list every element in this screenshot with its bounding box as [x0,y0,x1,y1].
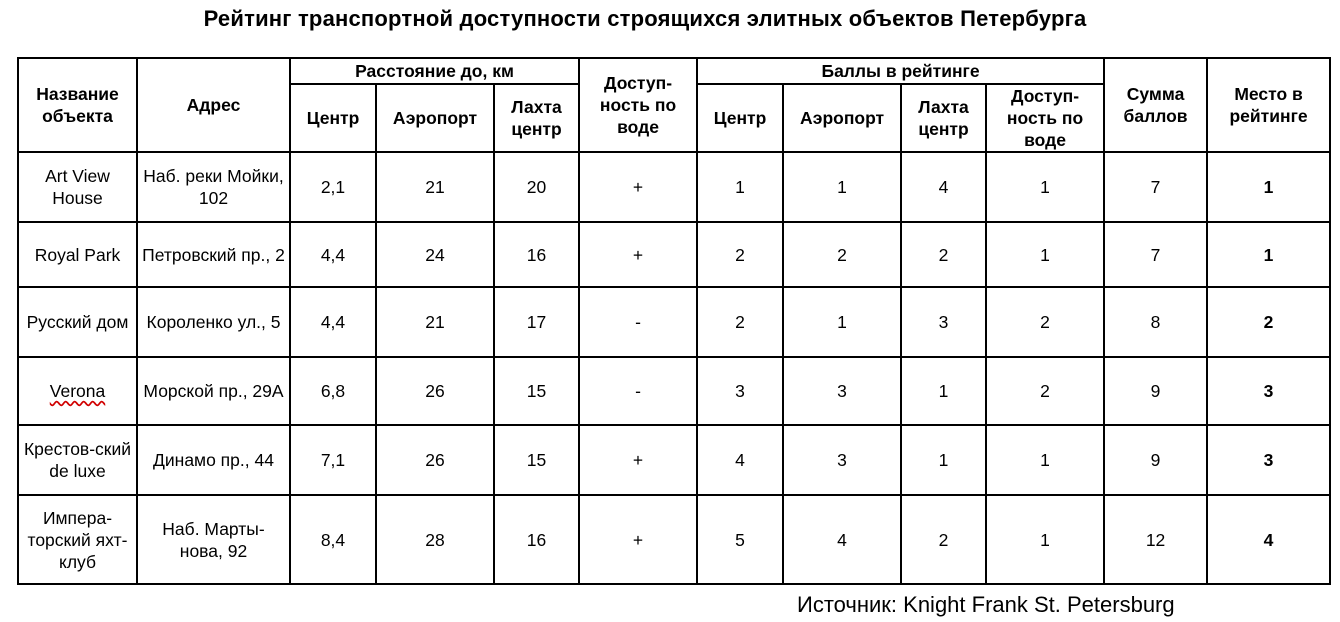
cell-total: 9 [1104,357,1207,425]
cell-score-lakhta: 1 [901,357,986,425]
cell-place: 4 [1207,495,1330,584]
cell-dist-lakhta: 15 [494,425,579,495]
cell-place: 2 [1207,287,1330,357]
cell-place: 1 [1207,152,1330,222]
cell-name: Импера-торский яхт-клуб [18,495,137,584]
cell-total: 7 [1104,152,1207,222]
cell-score-lakhta: 4 [901,152,986,222]
cell-place: 3 [1207,425,1330,495]
cell-score-airport: 4 [783,495,901,584]
cell-score-airport: 1 [783,152,901,222]
header-dist-center: Центр [290,84,376,152]
cell-address: Морской пр., 29А [137,357,290,425]
cell-dist-center: 8,4 [290,495,376,584]
table-row [18,222,1330,287]
cell-address: Наб. реки Мойки, 102 [137,152,290,222]
cell-score-center: 1 [697,152,783,222]
cell-score-center: 5 [697,495,783,584]
cell-dist-lakhta: 17 [494,287,579,357]
table-row [18,287,1330,357]
source-note: Источник: Knight Frank St. Petersburg [797,592,1175,617]
header-water-access: Доступ-ность по воде [579,58,697,152]
cell-score-airport: 3 [783,425,901,495]
table-row [18,425,1330,495]
cell-name: Русский дом [18,287,137,357]
cell-dist-center: 4,4 [290,287,376,357]
header-dist-lakhta: Лахта центр [494,84,579,152]
header-address: Адрес [137,58,290,152]
cell-water: + [579,152,697,222]
cell-dist-center: 4,4 [290,222,376,287]
cell-total: 8 [1104,287,1207,357]
header-total: Сумма баллов [1104,58,1207,152]
page-title: Рейтинг транспортной доступности строящихся элитных объектов Петербурга [203,6,1087,31]
cell-name: Royal Park [18,222,137,287]
cell-score-airport: 1 [783,287,901,357]
cell-score-airport: 2 [783,222,901,287]
cell-score-center: 2 [697,222,783,287]
header-score-center: Центр [697,84,783,152]
cell-score-water: 1 [986,425,1104,495]
cell-water: + [579,495,697,584]
cell-dist-lakhta: 20 [494,152,579,222]
cell-address: Короленко ул., 5 [137,287,290,357]
cell-name: Art View House [18,152,137,222]
header-score-group: Баллы в рейтинге [697,58,1104,84]
cell-dist-lakhta: 15 [494,357,579,425]
cell-dist-center: 7,1 [290,425,376,495]
header-dist-airport: Аэропорт [376,84,494,152]
cell-dist-airport: 26 [376,357,494,425]
cell-score-lakhta: 1 [901,425,986,495]
cell-score-center: 4 [697,425,783,495]
cell-score-center: 3 [697,357,783,425]
header-place: Место в рейтинге [1207,58,1330,152]
cell-score-water: 1 [986,495,1104,584]
cell-dist-center: 6,8 [290,357,376,425]
cell-score-water: 2 [986,287,1104,357]
cell-dist-center: 2,1 [290,152,376,222]
cell-water: - [579,287,697,357]
cell-address: Динамо пр., 44 [137,425,290,495]
cell-dist-airport: 21 [376,152,494,222]
spellcheck-underlined-name: Verona [49,381,106,401]
cell-water: + [579,425,697,495]
cell-score-lakhta: 3 [901,287,986,357]
cell-total: 9 [1104,425,1207,495]
cell-address: Петровский пр., 2 [137,222,290,287]
cell-name: Крестов-ский de luxe [18,425,137,495]
header-score-airport: Аэропорт [783,84,901,152]
table-row [18,152,1330,222]
cell-score-water: 2 [986,357,1104,425]
cell-dist-airport: 26 [376,425,494,495]
cell-water: - [579,357,697,425]
cell-dist-airport: 21 [376,287,494,357]
header-score-water: Доступ-ность по воде [986,84,1104,152]
cell-place: 3 [1207,357,1330,425]
cell-dist-airport: 24 [376,222,494,287]
cell-water: + [579,222,697,287]
cell-score-lakhta: 2 [901,222,986,287]
cell-score-water: 1 [986,152,1104,222]
cell-dist-airport: 28 [376,495,494,584]
cell-name [18,357,137,425]
cell-place: 1 [1207,222,1330,287]
table-row [18,495,1330,584]
header-distance-group: Расстояние до, км [290,58,579,84]
cell-address: Наб. Марты-нова, 92 [137,495,290,584]
cell-total: 12 [1104,495,1207,584]
cell-dist-lakhta: 16 [494,222,579,287]
cell-score-water: 1 [986,222,1104,287]
cell-score-center: 2 [697,287,783,357]
cell-dist-lakhta: 16 [494,495,579,584]
table-row [18,357,1330,425]
header-row-top [18,58,1330,84]
cell-score-airport: 3 [783,357,901,425]
cell-score-lakhta: 2 [901,495,986,584]
header-score-lakhta: Лахта центр [901,84,986,152]
rating-table [17,57,1331,585]
cell-total: 7 [1104,222,1207,287]
header-name: Название объекта [18,58,137,152]
